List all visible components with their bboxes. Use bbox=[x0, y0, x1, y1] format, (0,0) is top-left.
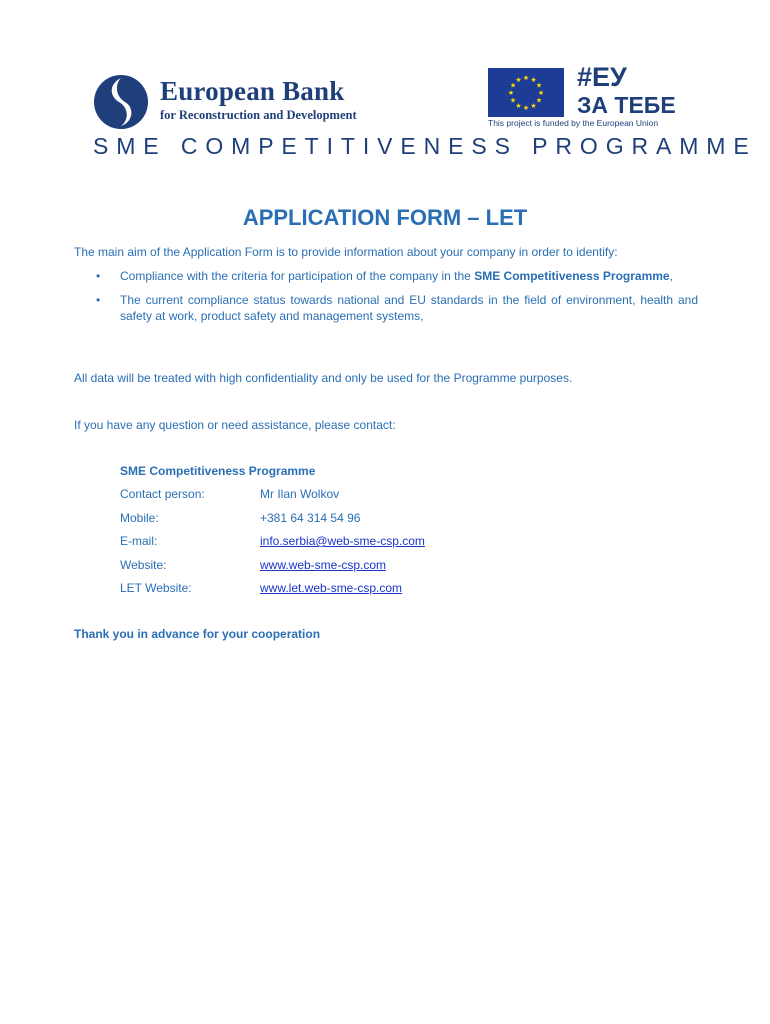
criteria-list bbox=[74, 268, 698, 332]
eu-star-icon: ★ bbox=[530, 103, 537, 110]
eu-star-icon: ★ bbox=[507, 90, 515, 97]
eu-flag-icon bbox=[488, 68, 564, 117]
contact-label: LET Website: bbox=[120, 581, 192, 595]
intro-paragraph: The main aim of the Application Form is to provide information about your company in order to identify: bbox=[74, 245, 618, 259]
eu-star-icon: ★ bbox=[522, 75, 530, 82]
contact-table bbox=[120, 486, 620, 604]
bullet-icon: • bbox=[96, 293, 101, 307]
contact-row-mobile bbox=[120, 510, 620, 534]
website-link[interactable]: www.web-sme-csp.com bbox=[260, 557, 387, 572]
eu-tag-line1: #ЕУ bbox=[577, 62, 627, 92]
eu-star-icon: ★ bbox=[535, 82, 543, 90]
bullet-icon: • bbox=[96, 269, 101, 283]
eu-star-icon: ★ bbox=[537, 90, 545, 97]
contact-row-website bbox=[120, 557, 620, 581]
eu-tag-line2: ЗА ТЕБЕ bbox=[577, 92, 676, 118]
contact-label: E-mail: bbox=[120, 534, 158, 548]
contact-row-email bbox=[120, 533, 620, 557]
programme-banner: SME COMPETITIVENESS PROGRAMME bbox=[93, 133, 757, 159]
ebrd-subtitle: for Reconstruction and Development bbox=[160, 108, 357, 122]
let-website-link[interactable]: www.let.web-sme-csp.com bbox=[260, 581, 403, 595]
confidentiality-note: All data will be treated with high confidentiality and only be used for the Programme purposes. bbox=[74, 371, 573, 385]
email-link[interactable]: info.serbia@web-sme-csp.com bbox=[260, 534, 425, 548]
list-item: • Compliance with the criteria for participation of the company in the SME Competitiveness Programme, bbox=[96, 269, 673, 283]
eu-star-icon: ★ bbox=[509, 82, 517, 90]
ebrd-name: European Bank bbox=[160, 76, 345, 106]
thanks-line: Thank you in advance for your cooperation bbox=[74, 627, 321, 641]
contact-label: Mobile: bbox=[120, 510, 159, 525]
eu-star-icon: ★ bbox=[515, 77, 522, 84]
eu-star-icon: ★ bbox=[530, 77, 537, 84]
eu-funded-note: This project is funded by the European Union bbox=[488, 118, 659, 128]
eu-star-icon: ★ bbox=[535, 97, 543, 105]
ebrd-logo-icon bbox=[93, 74, 149, 130]
question-line: If you have any question or need assistance, please contact: bbox=[74, 418, 396, 432]
contact-row-let-website bbox=[120, 580, 620, 604]
contact-org: SME Competitiveness Programme bbox=[120, 464, 316, 478]
document-header bbox=[0, 0, 770, 170]
mobile-value: +381 64 314 54 96 bbox=[260, 510, 361, 525]
eu-star-icon: ★ bbox=[515, 103, 522, 110]
eu-star-icon: ★ bbox=[509, 97, 517, 105]
eu-star-icon: ★ bbox=[522, 105, 530, 112]
page-title: APPLICATION FORM – LET bbox=[242, 205, 528, 230]
contact-person-value: Mr Ilan Wolkov bbox=[260, 487, 340, 501]
contact-label: Website: bbox=[120, 557, 167, 572]
list-item: • The current compliance status towards national and EU standards in the field of environment, health and safety at work, product safety and management systems, bbox=[96, 293, 698, 323]
contact-row-person bbox=[120, 486, 620, 510]
contact-label: Contact person: bbox=[120, 487, 205, 501]
